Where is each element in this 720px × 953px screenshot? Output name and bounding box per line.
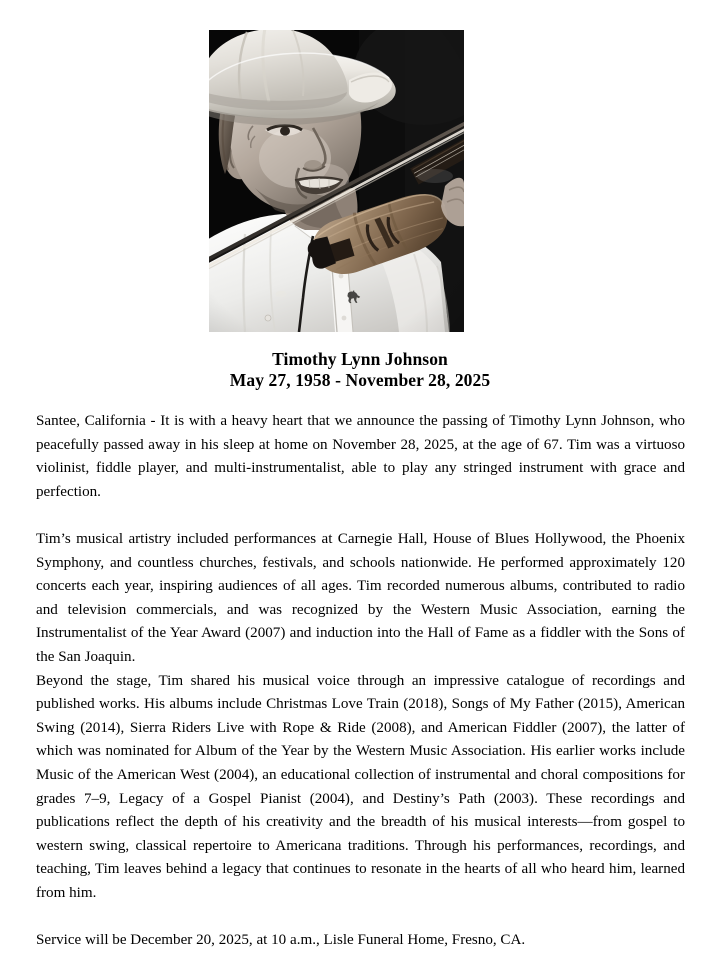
violinist-illustration — [209, 30, 464, 332]
obituary-heading — [36, 349, 684, 391]
obituary-body — [36, 410, 685, 953]
deceased-dates: May 27, 1958 - November 28, 2025 — [229, 370, 491, 390]
portrait-photo-image — [209, 30, 464, 332]
deceased-name: Timothy Lynn Johnson — [272, 349, 448, 369]
service-details: Service will be December 20, 2025, at 10 a.m., Lisle Funeral Home, Fresno, CA. — [36, 932, 526, 949]
body-paragraph-3: Beyond the stage, Tim shared his musical voice through an impressive catalogue of recordings and published works. His albums include Christmas Love Train (2018), Songs of My Father (2015), American Swing (2014), Sierra Riders Live with Rope & Ride (2008), and American Fiddler (2007), the latter of which was nominated for Album of the Year by the Western Music Association. His earlier works include Music of the American West (2004), an educational collection of instrumental and choral compositions for grades 7–9, Legacy of a Gospel Pianist (2004), and Destiny’s Path (2003). These recordings and publications reflect the depth of his creativity and the breadth of his musical interests—from gospel to western swing, classical repertoire to Americana traditions. Through his performances, recordings, and teaching, Tim leaves behind a legacy that continues to resonate in the hearts of all who heard him, learned from him. — [36, 672, 685, 901]
body-paragraph-1: Santee, California - It is with a heavy heart that we announce the passing of Timothy Lynn Johnson, who peacefully passed away in his sleep at home on November 28, 2025, at the age of 67. Tim was a virtuoso violinist, fiddle player, and multi-instrumentalist, able to play any stringed instrument with grace and perfection. — [36, 413, 685, 500]
portrait-photo — [209, 30, 464, 332]
body-paragraph-2: Tim’s musical artistry included performances at Carnegie Hall, House of Blues Hollywood, the Phoenix Symphony, and countless churches, festivals, and schools nationwide. He performed approximately 120 concerts each year, inspiring audiences of all ages. Tim recorded numerous albums, contributed to radio and television commercials, and was recognized by the Western Music Association, earning the Instrumentalist of the Year Award (2007) and induction into the Hall of Fame as a fiddler with the Sons of the San Joaquin. — [36, 530, 685, 665]
